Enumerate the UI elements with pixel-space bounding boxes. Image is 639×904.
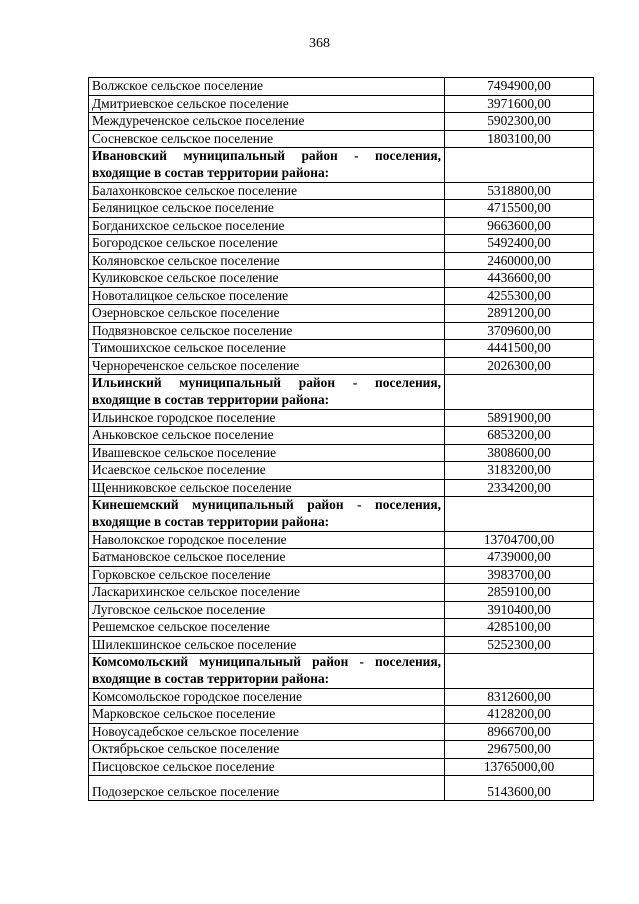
table-row xyxy=(89,741,594,759)
amount-cell: 4436600,00 xyxy=(445,270,594,288)
table-body xyxy=(89,78,594,801)
district-header-row xyxy=(89,654,594,689)
settlement-name: Тимошихское сельское поселение xyxy=(89,340,445,358)
settlement-name: Аньковское сельское поселение xyxy=(89,427,445,445)
district-header-row xyxy=(89,148,594,183)
table-row xyxy=(89,305,594,323)
amount-cell xyxy=(445,148,594,183)
amount-cell: 5318800,00 xyxy=(445,182,594,200)
settlement-name: Новоусадебское сельское поселение xyxy=(89,723,445,741)
amount-cell: 13704700,00 xyxy=(445,531,594,549)
amount-cell: 3183200,00 xyxy=(445,462,594,480)
settlement-name: Щенниковское сельское поселение xyxy=(89,479,445,497)
table-row xyxy=(89,357,594,375)
settlement-name: Шилекшинское сельское поселение xyxy=(89,636,445,654)
settlement-name: Сосневское сельское поселение xyxy=(89,130,445,148)
amount-cell: 9663600,00 xyxy=(445,217,594,235)
table-row xyxy=(89,584,594,602)
table-row xyxy=(89,78,594,96)
amount-cell: 4715500,00 xyxy=(445,200,594,218)
amount-cell: 5252300,00 xyxy=(445,636,594,654)
amount-cell: 7494900,00 xyxy=(445,78,594,96)
settlement-name: Исаевское сельское поселение xyxy=(89,462,445,480)
table-row xyxy=(89,322,594,340)
table-row xyxy=(89,462,594,480)
table-row xyxy=(89,601,594,619)
amount-cell xyxy=(445,497,594,532)
amount-cell: 5492400,00 xyxy=(445,235,594,253)
table-row xyxy=(89,636,594,654)
amount-cell: 4441500,00 xyxy=(445,340,594,358)
settlement-name: Горковское сельское поселение xyxy=(89,566,445,584)
settlement-name: Ильинское городское поселение xyxy=(89,409,445,427)
amount-cell: 6853200,00 xyxy=(445,427,594,445)
table-row xyxy=(89,217,594,235)
settlement-name: Луговское сельское поселение xyxy=(89,601,445,619)
table-row xyxy=(89,95,594,113)
amount-cell: 5902300,00 xyxy=(445,113,594,131)
amount-cell: 2026300,00 xyxy=(445,357,594,375)
table-row xyxy=(89,566,594,584)
budget-table xyxy=(88,77,594,801)
table-row xyxy=(89,688,594,706)
settlement-name: Междуреченское сельское поселение xyxy=(89,113,445,131)
amount-cell: 3808600,00 xyxy=(445,444,594,462)
amount-cell: 4255300,00 xyxy=(445,287,594,305)
settlement-name: Подозерское сельское поселение xyxy=(89,776,445,801)
amount-cell: 8312600,00 xyxy=(445,688,594,706)
settlement-name: Писцовское сельское поселение xyxy=(89,758,445,776)
amount-cell xyxy=(445,375,594,410)
table-row xyxy=(89,340,594,358)
amount-cell: 2891200,00 xyxy=(445,305,594,323)
table-row xyxy=(89,758,594,776)
amount-cell: 1803100,00 xyxy=(445,130,594,148)
amount-cell: 2334200,00 xyxy=(445,479,594,497)
table-row xyxy=(89,130,594,148)
table-row xyxy=(89,287,594,305)
amount-cell: 4128200,00 xyxy=(445,706,594,724)
table-row xyxy=(89,706,594,724)
amount-cell xyxy=(445,654,594,689)
settlement-name: Комсомольское городское поселение xyxy=(89,688,445,706)
amount-cell: 3983700,00 xyxy=(445,566,594,584)
table-row xyxy=(89,531,594,549)
table-row xyxy=(89,723,594,741)
amount-cell: 2967500,00 xyxy=(445,741,594,759)
settlement-name: Подвязновское сельское поселение xyxy=(89,322,445,340)
district-name: Кинешемский муниципальный район - поселения, входящие в состав территории района: xyxy=(89,497,445,532)
district-name: Ильинский муниципальный район - поселения, входящие в состав территории района: xyxy=(89,375,445,410)
table-row xyxy=(89,182,594,200)
settlement-name: Наволокское городское поселение xyxy=(89,531,445,549)
amount-cell: 3971600,00 xyxy=(445,95,594,113)
settlement-name: Куликовское сельское поселение xyxy=(89,270,445,288)
table-row xyxy=(89,479,594,497)
settlement-name: Волжское сельское поселение xyxy=(89,78,445,96)
amount-cell: 13765000,00 xyxy=(445,758,594,776)
table-row xyxy=(89,235,594,253)
table-row xyxy=(89,549,594,567)
settlement-name: Богородское сельское поселение xyxy=(89,235,445,253)
table-row xyxy=(89,427,594,445)
amount-cell: 2859100,00 xyxy=(445,584,594,602)
settlement-name: Богданихское сельское поселение xyxy=(89,217,445,235)
amount-cell: 3709600,00 xyxy=(445,322,594,340)
district-header-row xyxy=(89,375,594,410)
amount-cell: 4739000,00 xyxy=(445,549,594,567)
district-header-row xyxy=(89,497,594,532)
table-row xyxy=(89,252,594,270)
table-row xyxy=(89,270,594,288)
amount-cell: 3910400,00 xyxy=(445,601,594,619)
amount-cell: 8966700,00 xyxy=(445,723,594,741)
amount-cell: 5891900,00 xyxy=(445,409,594,427)
district-name: Ивановский муниципальный район - поселения, входящие в состав территории района: xyxy=(89,148,445,183)
amount-cell: 2460000,00 xyxy=(445,252,594,270)
settlement-name: Ивашевское сельское поселение xyxy=(89,444,445,462)
amount-cell: 4285100,00 xyxy=(445,619,594,637)
table-row xyxy=(89,776,594,801)
page-number: 368 xyxy=(309,36,330,51)
settlement-name: Батмановское сельское поселение xyxy=(89,549,445,567)
settlement-name: Ласкарихинское сельское поселение xyxy=(89,584,445,602)
table-row xyxy=(89,444,594,462)
settlement-name: Беляницкое сельское поселение xyxy=(89,200,445,218)
settlement-name: Новоталицкое сельское поселение xyxy=(89,287,445,305)
amount-cell: 5143600,00 xyxy=(445,776,594,801)
table-row xyxy=(89,200,594,218)
settlement-name: Коляновское сельское поселение xyxy=(89,252,445,270)
table-row xyxy=(89,409,594,427)
settlement-name: Балахонковское сельское поселение xyxy=(89,182,445,200)
settlement-name: Чернореченское сельское поселение xyxy=(89,357,445,375)
table-row xyxy=(89,113,594,131)
settlement-name: Октябрьское сельское поселение xyxy=(89,741,445,759)
settlement-name: Дмитриевское сельское поселение xyxy=(89,95,445,113)
table-row xyxy=(89,619,594,637)
district-name: Комсомольский муниципальный район - поселения, входящие в состав территории района: xyxy=(89,654,445,689)
settlement-name: Марковское сельское поселение xyxy=(89,706,445,724)
settlement-name: Решемское сельское поселение xyxy=(89,619,445,637)
settlement-name: Озерновское сельское поселение xyxy=(89,305,445,323)
